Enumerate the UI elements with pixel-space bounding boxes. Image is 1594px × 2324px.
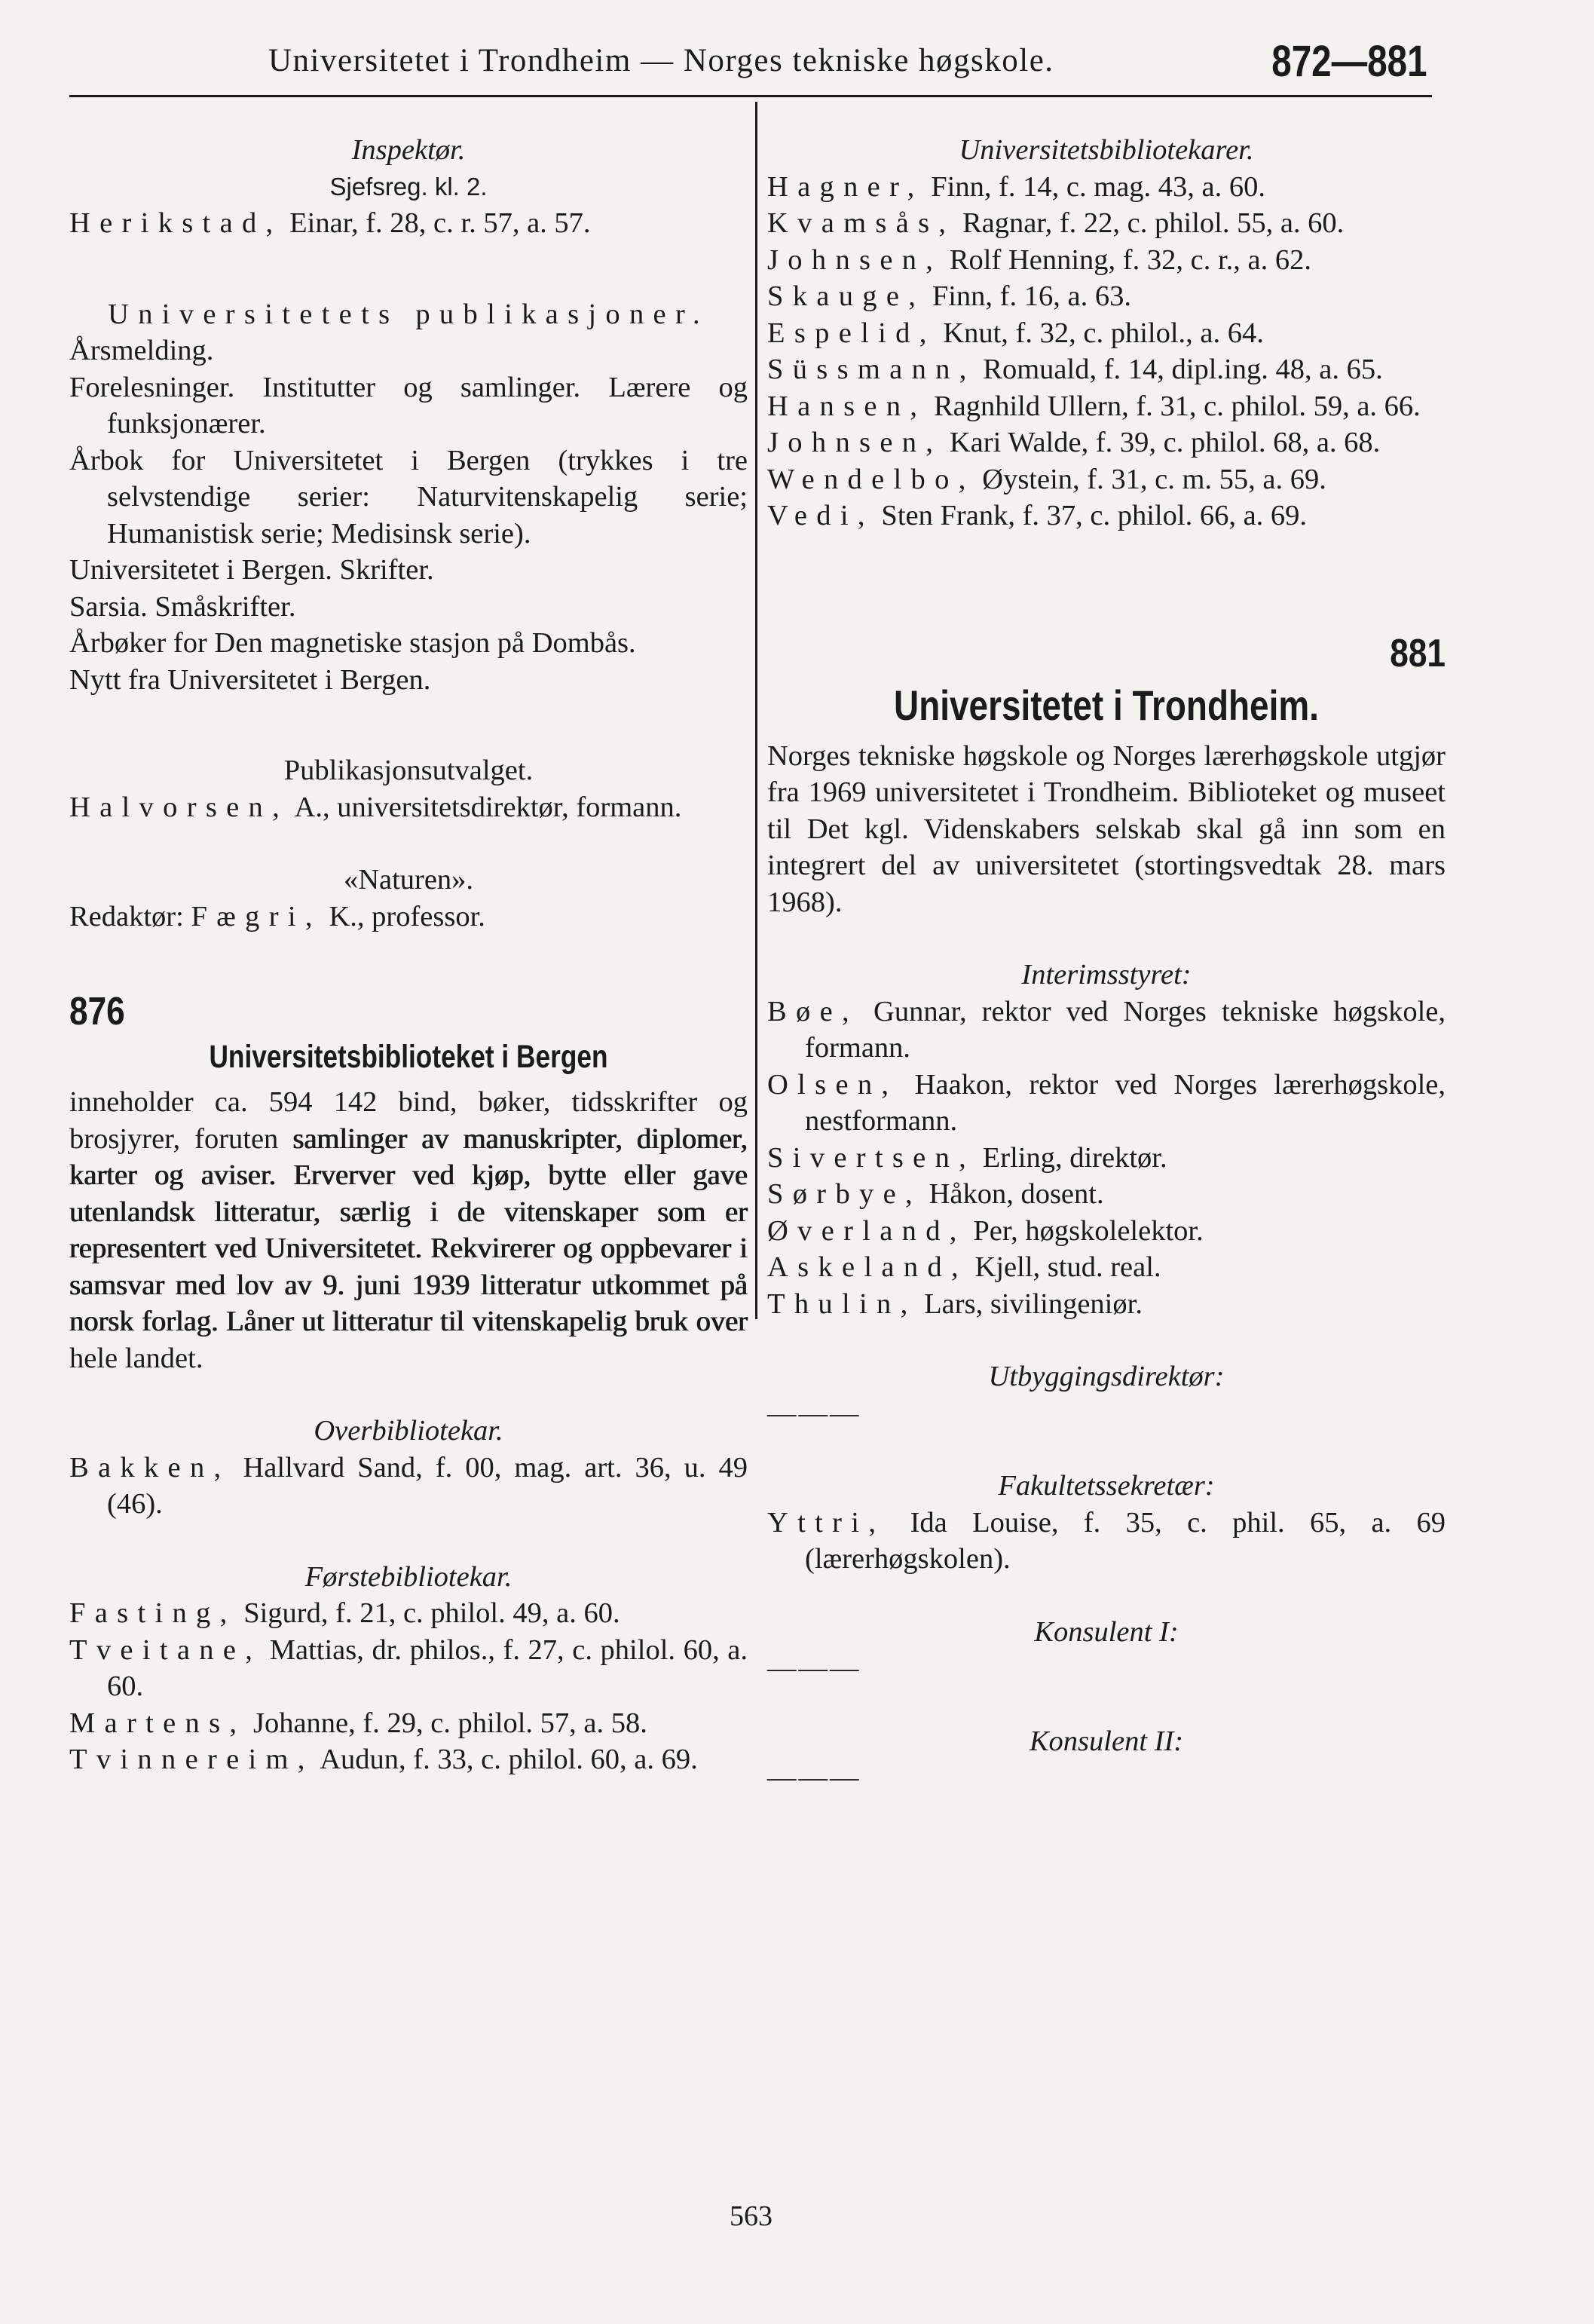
person-name: Halvorsen, [69,791,289,823]
person-details: Gunnar, rektor ved Norges tekniske høgskole, formann. [805,995,1446,1064]
inspektor-entry [69,205,748,242]
person-details: Kari Walde, f. 39, c. philol. 68, a. 68. [942,427,1381,458]
overbibliotekar-heading: Overbibliotekar. [314,1415,503,1447]
staff-entry [69,1595,748,1632]
section-876-body [69,1084,748,1376]
person-details: Håkon, dosent. [921,1178,1104,1210]
staff-entry [767,461,1446,498]
naturen-editor [69,899,748,935]
person-name: Thulin, [767,1288,917,1320]
person-name: Johnsen, [767,427,943,458]
person-details: Einar, f. 28, c. r. 57, a. 57. [282,207,591,239]
utvalget-heading: Publikasjonsutvalget. [283,755,534,786]
column-divider [755,102,757,1319]
board-entry [767,994,1446,1067]
person-details: Sigurd, f. 21, c. philol. 49, a. 60. [236,1597,620,1629]
person-name: Johnsen, [767,243,943,276]
person-name: Fægri, [191,900,322,932]
person-name: Herikstad, [69,207,283,239]
staff-entry [767,498,1446,534]
board-entry [767,1067,1446,1140]
vacant-dash: ——— [767,1652,861,1684]
person-details: Erling, direktør. [975,1141,1167,1174]
person-name: Øverland, [767,1214,966,1247]
utvalget-entry [69,789,748,826]
publication-item: Forelesninger. Institutter og samlinger. Lærere og funksjonærer. [69,371,748,439]
person-details: Romuald, f. 14, dipl.ing. 48, a. 65. [975,354,1383,385]
person-name: Bakken, [69,1451,231,1484]
person-name: Sivertsen, [767,1141,976,1174]
person-details: Finn, f. 16, a. 63. [925,280,1131,312]
board-entry [767,1213,1446,1250]
body-text: inneholder ca. 594 142 bind, bøker, tidsskrifter og brosjyrer, foruten [69,1086,748,1155]
publication-item: Årbok for Universitetet i Bergen (trykkes i tre selvstendige serier: Naturvitenskapelig serie; Humanistisk serie; Medisinsk serie). [69,444,748,550]
header-title: Universitetet i Trondheim — Norges tekniske høgskole. [268,43,1054,78]
person-details: Øystein, f. 31, c. m. 55, a. 69. [974,463,1326,495]
staff-entry [767,351,1446,388]
person-name: Vedi, [767,500,874,531]
editor-prefix: Redaktør: [69,900,191,932]
person-name: Espelid, [767,317,936,349]
person-name: Olsen, [767,1068,898,1101]
person-name: Martens, [69,1707,246,1739]
person-name: Wendelbo, [767,463,975,495]
utbyggingsdirektor-heading: Utbyggingsdirektør: [988,1361,1225,1392]
person-details: Ida Louise, f. 35, c. phil. 65, a. 69 (lærerhøgskolen). [805,1506,1446,1575]
person-details: Ragnhild Ullern, f. 31, c. philol. 59, a. 66. [926,390,1421,422]
staff-entry [767,315,1446,352]
person-details: K., professor. [321,900,485,932]
body-text-bold: samlinger av manuskripter, diplomer, karter og aviser. Erverver ved kjøp, bytte eller gave utenlandsk litteratur, særlig i de vitenskaper som er representert ved Universitetet. Rekvirerer og oppbevarer i samsvar med lov av 9. juni 1939 litteratur utkommet på norsk forlag. Låner ut litteratur til vitenskapelig bruk over [69,1122,748,1337]
section-881-body: Norges tekniske høgskole og Norges lærerhøgskole utgjør fra 1969 universitetet i Trondheim. Biblioteket og museet til Det kgl. Videnskabers selskab skal gå inn som en integrert del av universitetet (stortingsvedtak 28. mars 1968). [767,739,1446,918]
staff-entry [69,1741,748,1778]
board-entry [767,1176,1446,1213]
universitetsbibliotekarer-heading: Universitetsbibliotekarer. [959,134,1254,166]
publication-item: Universitetet i Bergen. Skrifter. [69,554,434,586]
person-name: Kvamsås, [767,207,956,239]
fakultetssekretaer-entry [767,1505,1446,1578]
left-column [69,132,748,1778]
konsulent2-heading: Konsulent II: [1029,1725,1184,1757]
person-details: Knut, f. 32, c. philol., a. 64. [935,317,1264,349]
publication-item: Årsmelding. [69,335,214,366]
overbibliotekar-entry [69,1450,748,1523]
person-name: Skauge, [767,280,925,312]
vacant-dash: ——— [767,1762,861,1793]
board-entry [767,1286,1446,1323]
inspektor-heading: Inspektør. [351,134,466,166]
person-details: Kjell, stud. real. [967,1251,1161,1283]
person-details: Haakon, rektor ved Norges lærerhøgskole, nestformann. [805,1068,1446,1137]
person-details: Per, høgskolelektor. [965,1214,1204,1247]
person-details: Sten Frank, f. 37, c. philol. 66, a. 69. [873,500,1308,531]
person-details: Ragnar, f. 22, c. philol. 55, a. 60. [955,207,1345,239]
staff-entry [69,1705,748,1742]
section-number-876: 876 [69,990,125,1033]
person-details: Lars, sivilingeniør. [916,1288,1143,1320]
staff-entry [767,388,1446,425]
board-entry [767,1249,1446,1286]
right-column [767,132,1446,1796]
naturen-heading: «Naturen». [343,864,474,896]
header-page-range: 872—881 [1271,37,1427,86]
fakultetssekretaer-heading: Fakultetssekretær: [998,1470,1215,1502]
person-details: Rolf Henning, f. 32, c. r., a. 62. [942,243,1311,276]
konsulent1-heading: Konsulent I: [1034,1615,1179,1648]
person-details: Finn, f. 14, c. mag. 43, a. 60. [923,170,1266,203]
section-title-876: Universitetsbiblioteket i Bergen [209,1039,608,1075]
staff-entry [767,278,1446,315]
publication-item: Nytt fra Universitetet i Bergen. [69,663,431,696]
page-number: 563 [730,2200,773,2232]
inspektor-grade: Sjefsreg. kl. 2. [329,172,488,201]
running-header [69,36,1432,97]
person-details: Audun, f. 33, c. philol. 60, a. 69. [314,1744,698,1775]
person-name: Yttri, [767,1506,886,1539]
person-details: Hallvard Sand, f. 00, mag. art. 36, u. 49 (46). [107,1451,748,1520]
person-name: Tveitane, [69,1634,262,1666]
section-title-881: Universitetet i Trondheim. [894,681,1319,729]
interimsstyret-heading: Interimsstyret: [1021,959,1192,991]
staff-entry [767,169,1446,206]
staff-entry [767,205,1446,242]
staff-entry [767,424,1446,461]
board-entry [767,1140,1446,1177]
forstebibliotekar-heading: Førstebibliotekar. [304,1560,512,1593]
person-details: A., universitetsdirektør, formann. [289,791,682,823]
person-name: Sørbye, [767,1178,922,1210]
person-name: Fasting, [69,1597,237,1629]
person-details: Mattias, dr. philos., f. 27, c. philol. 60, a. 60. [107,1634,748,1702]
publication-item: Sarsia. Småskrifter. [69,590,296,623]
staff-entry [69,1632,748,1705]
person-name: Hagner, [767,170,924,203]
person-name: Süssmann, [767,354,976,385]
vacant-dash: ——— [767,1397,861,1429]
person-name: Hansen, [767,390,927,422]
person-details: Johanne, f. 29, c. philol. 57, a. 58. [246,1707,647,1739]
person-name: Bøe, [767,995,858,1027]
publication-item: Årbøker for Den magnetiske stasjon på Dombås. [69,627,636,659]
person-name: Tvinnereim, [69,1744,314,1775]
publikasjoner-heading: Universitetets publikasjoner. [108,298,709,330]
staff-entry [767,242,1446,279]
body-text-end: hele landet. [69,1342,203,1374]
section-number-881: 881 [1390,631,1446,675]
person-name: Askeland, [767,1251,968,1283]
